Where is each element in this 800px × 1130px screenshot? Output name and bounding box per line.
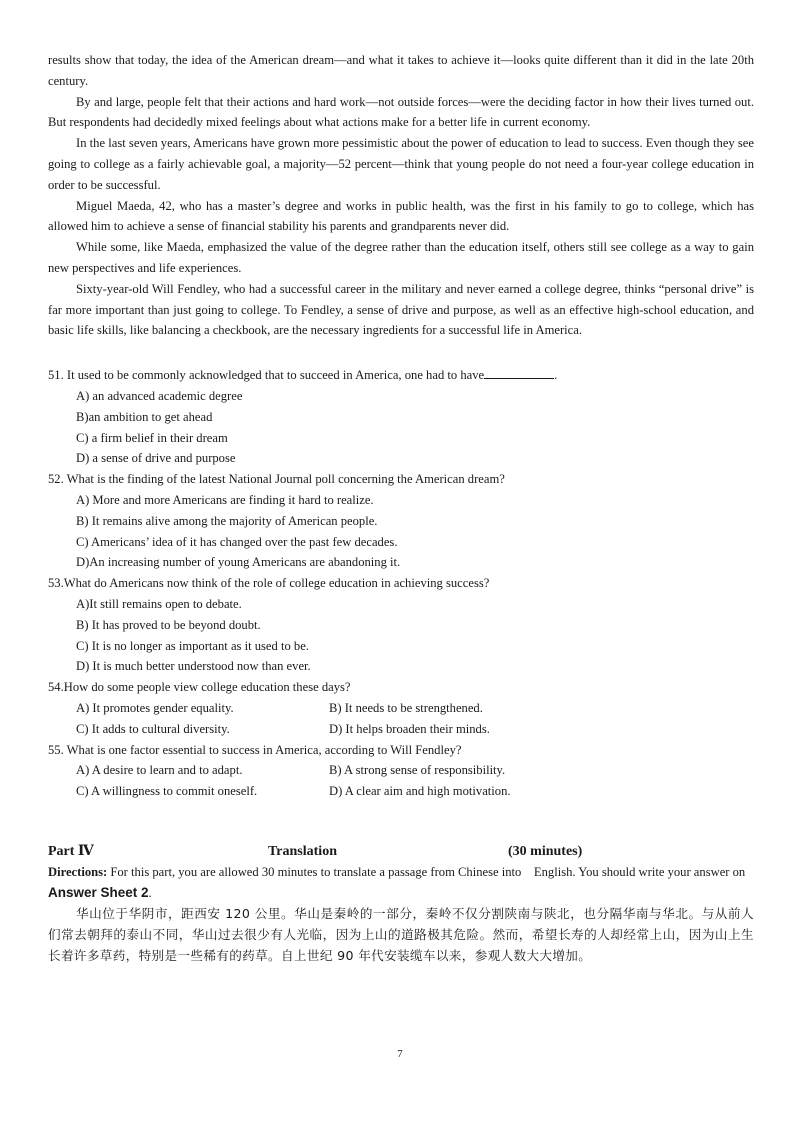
question-53-stem: 53.What do Americans now think of the role of college education in achieving success?	[48, 576, 490, 591]
question-55-option-c: C) A willingness to commit oneself.	[76, 784, 258, 799]
answer-blank	[484, 366, 554, 379]
passage-paragraph-5: While some, like Maeda, emphasized the value of the degree rather than the education itself, others still see college as a way to gain new perspectives and life experiences.	[48, 240, 754, 275]
passage-paragraph-1: results show that today, the idea of the American dream—and what it takes to achieve it—looks quite different than it did in the late 20th century.	[48, 53, 754, 88]
question-52-option-d: D)An increasing number of young Americans are abandoning it.	[76, 555, 401, 570]
question-52-option-a: A) More and more Americans are finding it hard to realize.	[76, 492, 374, 507]
passage-paragraph-3: In the last seven years, Americans have grown more pessimistic about the power of education to lead to success. Even though they see going to college as a fairly achievable goal, a majority—52 percent—think that young people do not need a four-year college education in order to be successful.	[48, 136, 754, 192]
question-53-option-d: D) It is much better understood now than ever.	[76, 659, 311, 674]
question-51-option-d: D) a sense of drive and purpose	[76, 451, 236, 466]
passage-paragraph-6: Sixty-year-old Will Fendley, who had a successful career in the military and never earned a college degree, thinks “personal drive” is far more important than just going to college. To Fendley, a sense of drive and purpose, as well as an effective high-school education, and basic life skills, like balancing a checkbook, are the necessary ingredients for a successful life in America.	[48, 281, 754, 338]
directions-text: For this part, you are allowed 30 minutes to translate a passage from Chinese into English. You should write your answer on	[107, 864, 746, 879]
question-54-option-a: A) It promotes gender equality.	[76, 700, 234, 715]
question-51-stem-end: .	[554, 368, 558, 383]
question-52-stem: 52. What is the finding of the latest National Journal poll concerning the American dream?	[48, 472, 505, 487]
directions-end: .	[148, 885, 152, 900]
page-number: 7	[397, 1048, 403, 1060]
answer-sheet-label: Answer Sheet 2	[48, 884, 149, 900]
question-54-option-b: B) It needs to be strengthened.	[329, 700, 483, 715]
directions	[48, 862, 754, 904]
passage-paragraph-4: Miguel Maeda, 42, who has a master’s degree and works in public health, was the first in his family to go to college, which has allowed him to achieve a sense of financial stability his parents and grandparents never did.	[48, 198, 754, 234]
question-54-options-row-1	[76, 698, 754, 719]
question-54-option-d: D) It helps broaden their minds.	[329, 721, 490, 736]
part-label: Part Ⅳ	[48, 843, 94, 859]
question-51-option-c: C) a firm belief in their dream	[76, 430, 228, 445]
section-time: (30 minutes)	[508, 843, 583, 859]
question-51-stem: 51. It used to be commonly acknowledged that to succeed in America, one had to have	[48, 368, 485, 383]
question-53-option-a: A)It still remains open to debate.	[76, 596, 242, 611]
question-55-option-b: B) A strong sense of responsibility.	[329, 763, 506, 778]
question-53-option-b: B) It has proved to be beyond doubt.	[76, 617, 261, 632]
question-51-option-b: B)an ambition to get ahead	[76, 409, 213, 424]
question-52-option-b: B) It remains alive among the majority of American people.	[76, 513, 378, 528]
question-55-options-row-2	[76, 781, 754, 802]
chinese-passage: 华山位于华阴市，距西安 120 公里。华山是秦岭的一部分，秦岭不仅分割陕南与陕北，也分隔华南与华北。与从前人们常去朝拜的泰山不同，华山过去很少有人光临，因为上山的道路极其危险。然而，希望长寿的人却经常上山，因为山上生长着许多草药，特别是一些稀有的药草。自上世纪 90 年代安装缆车以来，参观人数大大增加。	[48, 906, 754, 964]
section-title: Translation	[268, 843, 337, 859]
question-51	[48, 365, 754, 386]
question-55-option-d: D) A clear aim and high motivation.	[329, 784, 511, 799]
part-heading	[48, 842, 754, 862]
question-list	[48, 365, 754, 802]
exam-page	[48, 50, 754, 966]
reading-passage	[48, 50, 754, 341]
question-55-option-a: A) A desire to learn and to adapt.	[76, 763, 243, 778]
question-54-option-c: C) It adds to cultural diversity.	[76, 721, 230, 736]
question-53-option-c: C) It is no longer as important as it used to be.	[76, 638, 309, 653]
question-54-options-row-2	[76, 719, 754, 740]
question-55-options-row-1	[76, 760, 754, 781]
passage-paragraph-2: By and large, people felt that their actions and hard work—not outside forces—were the deciding factor in how their lives turned out. But respondents had decidedly mixed feelings about what actions make for a better life in current economy.	[48, 94, 754, 130]
question-55-stem: 55. What is one factor essential to success in America, according to Will Fendley?	[48, 742, 462, 757]
question-54-stem: 54.How do some people view college education these days?	[48, 680, 351, 695]
directions-label: Directions:	[48, 864, 108, 879]
question-52-option-c: C) Americans’ idea of it has changed over the past few decades.	[76, 534, 398, 549]
question-51-option-a: A) an advanced academic degree	[76, 388, 243, 403]
